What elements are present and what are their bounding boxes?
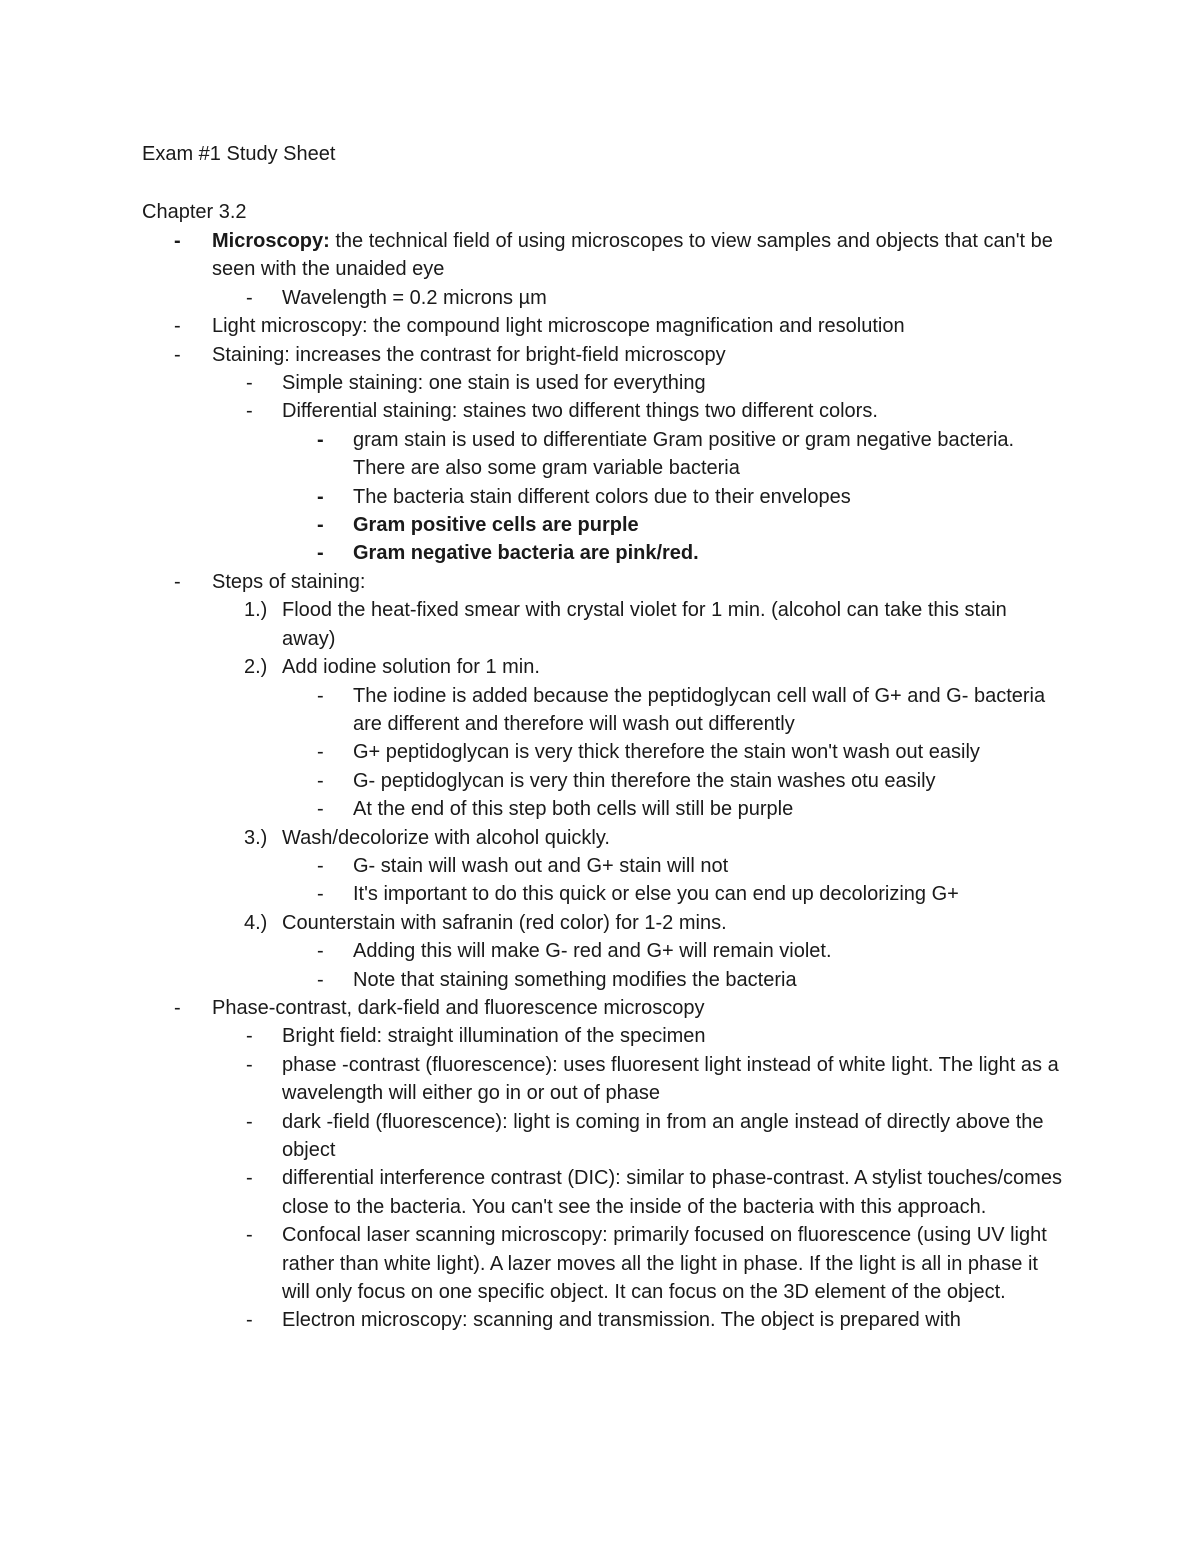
- item-text: Bright field: straight illumination of the specimen: [282, 1025, 706, 1048]
- item-text: Light microscopy: the compound light microscope magnification and resolution: [212, 315, 905, 338]
- list-marker: -: [317, 854, 324, 877]
- list-item: [0, 767, 1053, 795]
- list-marker: -: [246, 1053, 253, 1076]
- list-marker: -: [317, 514, 324, 537]
- list-item: [0, 284, 1062, 312]
- item-text: the technical field of using microscopes to view samples and objects that can't be seen with the unaided eye: [212, 230, 1053, 281]
- list-item: [0, 795, 1053, 823]
- list-item: [0, 909, 1062, 937]
- list-marker: 4.): [244, 911, 268, 934]
- item-text: differential interference contrast (DIC): similar to phase-contrast. A stylist touches/comes close to the bacteria. You can't see the inside of the bacteria with this approach.: [282, 1167, 1062, 1218]
- item-text: G+ peptidoglycan is very thick therefore the stain won't wash out easily: [353, 741, 980, 764]
- item-text: Simple staining: one stain is used for everything: [282, 372, 706, 395]
- item-text: Staining: increases the contrast for bright-field microscopy: [212, 343, 726, 366]
- list-item: [0, 539, 1053, 567]
- list-marker: -: [246, 1025, 253, 1048]
- list-item: [0, 426, 1053, 483]
- list-item: [0, 397, 1062, 425]
- notes-outline: [0, 227, 1200, 1335]
- item-text: Electron microscopy: scanning and transmission. The object is prepared with: [282, 1309, 961, 1332]
- list-item: [0, 596, 1062, 653]
- list-item: [0, 1022, 1062, 1050]
- list-marker: -: [317, 684, 324, 707]
- item-text: G- stain will wash out and G+ stain will not: [353, 854, 729, 877]
- item-text: At the end of this step both cells will still be purple: [353, 798, 794, 821]
- list-marker: -: [174, 996, 181, 1019]
- item-text: It's important to do this quick or else you can end up decolorizing G+: [353, 883, 959, 906]
- item-text: gram stain is used to differentiate Gram positive or gram negative bacteria. There are also some gram variable bacteria: [353, 428, 1015, 480]
- list-item: [0, 568, 1062, 596]
- list-marker: -: [317, 940, 324, 963]
- list-item: [0, 483, 1053, 511]
- list-marker: -: [317, 542, 324, 565]
- item-text: dark -field (fluorescence): light is coming in from an angle instead of directly above the object: [282, 1110, 1044, 1161]
- list-marker: -: [174, 343, 181, 366]
- item-text: Steps of staining:: [212, 570, 366, 593]
- list-item: [0, 1108, 1062, 1165]
- list-marker: -: [246, 1167, 253, 1190]
- list-marker: -: [246, 372, 253, 395]
- list-marker: -: [174, 570, 181, 593]
- item-text: Note that staining something modifies the bacteria: [353, 968, 797, 991]
- item-text: Wash/decolorize with alcohol quickly.: [282, 826, 610, 849]
- item-text: The iodine is added because the peptidoglycan cell wall of G+ and G- bacteria are different and therefore will wash out differently: [353, 684, 1046, 735]
- item-text: Counterstain with safranin (red color) for 1-2 mins.: [282, 911, 727, 934]
- list-marker: -: [246, 1309, 253, 1332]
- item-text: Flood the heat-fixed smear with crystal violet for 1 min. (alcohol can take this stain away): [282, 599, 1007, 650]
- list-item: [0, 1306, 1062, 1334]
- list-item: [0, 937, 1053, 965]
- item-text: G- peptidoglycan is very thin therefore the stain washes otu easily: [353, 769, 936, 792]
- list-marker: -: [317, 798, 324, 821]
- list-marker: 1.): [244, 599, 268, 622]
- list-marker: -: [246, 1110, 253, 1133]
- list-marker: 3.): [244, 826, 268, 849]
- list-item: [0, 1051, 1062, 1108]
- list-marker: -: [317, 883, 324, 906]
- list-marker: -: [317, 741, 324, 764]
- list-item: [0, 312, 1062, 340]
- list-item: [0, 511, 1053, 539]
- item-text: The bacteria stain different colors due to their envelopes: [353, 485, 851, 508]
- list-marker: -: [317, 968, 324, 991]
- list-marker: -: [246, 286, 253, 309]
- list-item: [0, 880, 1053, 908]
- list-item: [0, 653, 1062, 681]
- list-item: [0, 227, 1062, 284]
- chapter-heading: Chapter 3.2: [142, 201, 247, 223]
- list-item: [0, 1221, 1062, 1306]
- document-title: Exam #1 Study Sheet: [142, 143, 336, 165]
- list-item: [0, 994, 1062, 1022]
- item-text: Gram positive cells are purple: [353, 514, 639, 537]
- item-text: Add iodine solution for 1 min.: [282, 656, 540, 679]
- list-marker: -: [246, 400, 253, 423]
- list-item: [0, 738, 1053, 766]
- list-marker: -: [317, 485, 324, 508]
- item-text: Differential staining: staines two different things two different colors.: [282, 400, 878, 423]
- item-text: phase -contrast (fluorescence): uses fluoresent light instead of white light. The light as a wavelength will either go in or out of phase: [282, 1053, 1059, 1105]
- list-marker: 2.): [244, 656, 268, 679]
- list-marker: -: [246, 1224, 253, 1247]
- item-text: Phase-contrast, dark-field and fluorescence microscopy: [212, 996, 705, 1019]
- item-text: Adding this will make G- red and G+ will remain violet.: [353, 940, 832, 963]
- list-marker: -: [317, 428, 324, 451]
- list-item: [0, 341, 1062, 369]
- list-item: [0, 682, 1053, 739]
- item-text: Wavelength = 0.2 microns µm: [282, 286, 547, 309]
- item-text: Confocal laser scanning microscopy: primarily focused on fluorescence (using UV light rather than white light). A lazer moves all the light in phase. If the light is all in phase it will only focus on one specific object. It can focus on the 3D element of the object.: [282, 1224, 1047, 1304]
- list-item: [0, 852, 1053, 880]
- list-item: [0, 1164, 1062, 1221]
- list-item: [0, 966, 1053, 994]
- list-marker: -: [174, 230, 181, 252]
- list-marker: -: [317, 769, 324, 792]
- term-label: Microscopy:: [212, 230, 330, 252]
- list-marker: -: [174, 315, 181, 338]
- list-item: [0, 369, 1062, 397]
- item-text: Gram negative bacteria are pink/red.: [353, 542, 699, 565]
- list-item: [0, 824, 1062, 852]
